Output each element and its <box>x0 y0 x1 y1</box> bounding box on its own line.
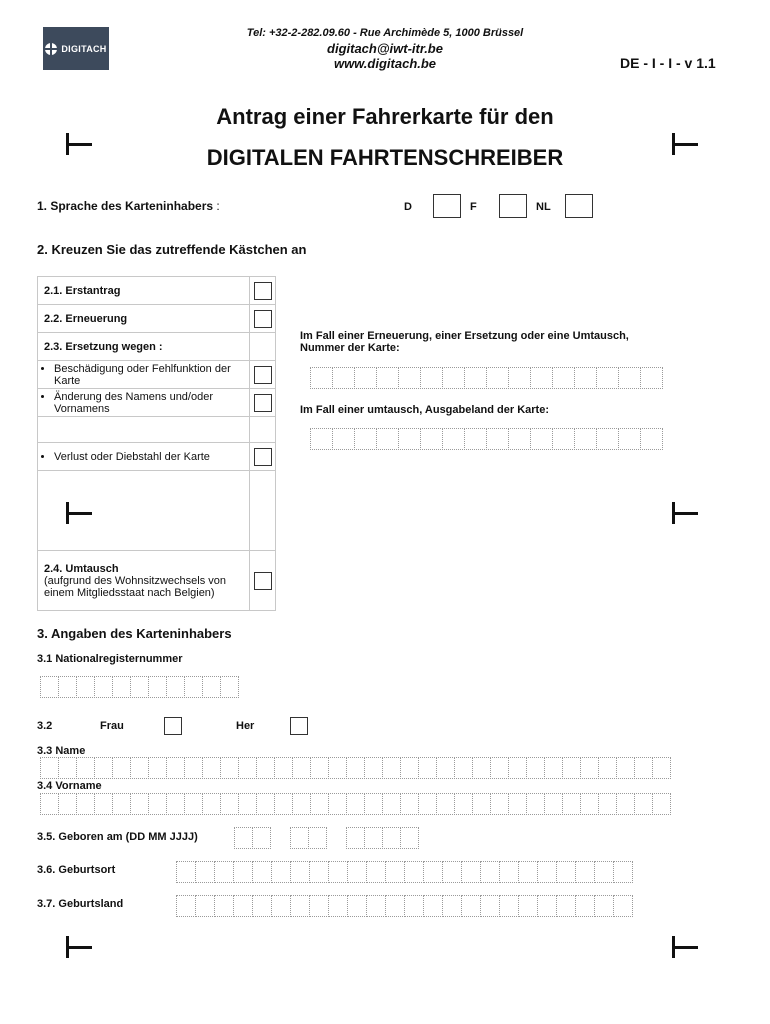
birthcountry-field[interactable] <box>176 895 632 917</box>
birth-month-field[interactable] <box>290 827 326 849</box>
birthdate-label: 3.5. Geboren am (DD MM JJJJ) <box>37 831 198 843</box>
language-checkbox-nl[interactable] <box>565 194 593 218</box>
checkbox-first-application[interactable] <box>254 282 272 300</box>
checkbox-exchange[interactable] <box>254 572 272 590</box>
checkbox-female[interactable] <box>164 717 182 735</box>
option-name-change: • Änderung des Namens und/oder Vornamens <box>54 391 243 415</box>
section3-title: 3. Angaben des Karteninhabers <box>37 626 232 641</box>
option-renewal: 2.2. Erneuerung <box>38 305 250 333</box>
birthcountry-label: 3.7. Geburtsland <box>37 898 124 910</box>
national-register-field[interactable] <box>40 676 238 698</box>
registration-mark <box>672 936 700 960</box>
gender-male-label: Her <box>236 720 255 732</box>
digitach-logo <box>43 27 109 70</box>
option-replacement: 2.3. Ersetzung wegen : <box>38 333 250 361</box>
gender-label: 3.2 <box>37 720 53 732</box>
name-field[interactable] <box>40 757 670 779</box>
email-address: digitach@iwt-itr.be <box>327 41 443 56</box>
issuing-country-label: Im Fall einer umtausch, Ausgabeland der Karte: <box>300 404 549 416</box>
logo-text: DIGITACH <box>61 43 107 54</box>
language-checkbox-d[interactable] <box>433 194 461 218</box>
checkbox-male[interactable] <box>290 717 308 735</box>
language-label-d: D <box>404 201 412 213</box>
website: www.digitach.be <box>333 56 437 71</box>
option-exchange: 2.4. Umtausch (aufgrund des Wohnsitzwechsels von einem Mitgliedsstaat nach Belgien) <box>38 551 250 611</box>
option-first-application: 2.1. Erstantrag <box>38 277 250 305</box>
section1-label: 1. Sprache des Karteninhabers : <box>37 199 220 213</box>
card-number-field[interactable] <box>310 367 662 389</box>
checkbox-loss-theft[interactable] <box>254 448 272 466</box>
registration-mark <box>66 133 94 157</box>
contact-line: Tel: +32-2-282.09.60 - Rue Archimède 5, 1000 Brüssel <box>246 27 524 39</box>
application-type-table <box>37 276 276 611</box>
issuing-country-field[interactable] <box>310 428 662 450</box>
form-version: DE - I - I - v 1.1 <box>620 55 716 71</box>
option-loss-theft: • Verlust oder Diebstahl der Karte <box>54 451 243 463</box>
firstname-field[interactable] <box>40 793 670 815</box>
birth-year-field[interactable] <box>346 827 418 849</box>
card-number-label: Im Fall einer Erneuerung, einer Ersetzung oder eine Umtausch, Nummer der Karte: <box>300 330 629 354</box>
title-line-1: Antrag einer Fahrerkarte für den <box>216 104 554 129</box>
language-label-nl: NL <box>536 201 551 213</box>
language-label-f: F <box>470 201 477 213</box>
birth-day-field[interactable] <box>234 827 270 849</box>
title-line-2: DIGITALEN FAHRTENSCHREIBER <box>206 145 564 170</box>
logo-globe-icon <box>45 43 57 55</box>
birthplace-label: 3.6. Geburtsort <box>37 864 116 876</box>
section2-title: 2. Kreuzen Sie das zutreffende Kästchen an <box>37 242 307 257</box>
language-checkbox-f[interactable] <box>499 194 527 218</box>
registration-mark <box>672 502 700 526</box>
national-register-label: 3.1 Nationalregisternummer <box>37 653 183 665</box>
checkbox-damage[interactable] <box>254 366 272 384</box>
gender-female-label: Frau <box>100 720 124 732</box>
firstname-label: 3.4 Vorname <box>37 780 102 792</box>
name-label: 3.3 Name <box>37 745 86 757</box>
checkbox-renewal[interactable] <box>254 310 272 328</box>
registration-mark <box>66 936 94 960</box>
checkbox-name-change[interactable] <box>254 394 272 412</box>
registration-mark <box>672 133 700 157</box>
option-damage: • Beschädigung oder Fehlfunktion der Karte <box>54 363 243 387</box>
birthplace-field[interactable] <box>176 861 632 883</box>
